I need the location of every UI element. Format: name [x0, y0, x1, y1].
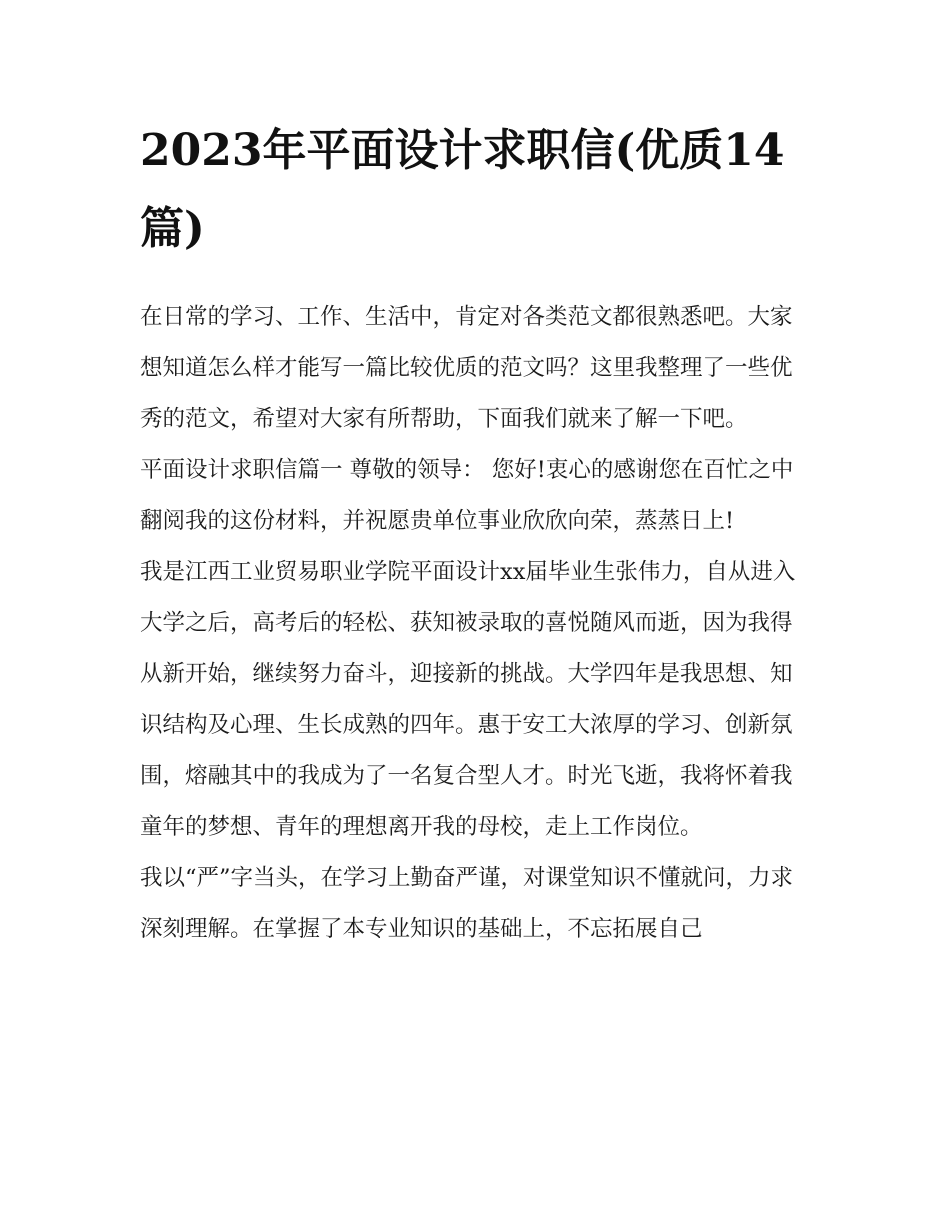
document-content — [140, 112, 812, 955]
paragraph-self-introduction: 我是江西工业贸易职业学院平面设计xx届毕业生张伟力，自从进入大学之后，高考后的轻松、获知被录取的喜悦随风而逝，因为我得从新开始，继续努力奋斗，迎接新的挑战。大学四年是我思想、知识结构及心理、生长成熟的四年。惠于安工大浓厚的学习、创新氛围，熔融其中的我成为了一名复合型人才。时光飞逝，我将怀着我童年的梦想、青年的理想离开我的母校，走上工作岗位。 — [140, 559, 796, 840]
document-title: 2023年平面设计求职信(优质14篇) — [140, 125, 785, 254]
document-body — [140, 292, 812, 955]
paragraph-study-attitude: 我以“严”字当头，在学习上勤奋严谨，对课堂知识不懂就问，力求深刻理解。在掌握了本专业知识的基础上，不忘拓展自己 — [140, 865, 794, 942]
paragraph-greeting: 平面设计求职信篇一 尊敬的领导： 您好!衷心的感谢您在百忙之中翻阅我的这份材料，并祝愿贵单位事业欣欣向荣，蒸蒸日上! — [140, 457, 794, 534]
paragraph-intro: 在日常的学习、工作、生活中，肯定对各类范文都很熟悉吧。大家想知道怎么样才能写一篇比较优质的范文吗？这里我整理了一些优秀的范文，希望对大家有所帮助，下面我们就来了解一下吧。 — [140, 304, 793, 432]
